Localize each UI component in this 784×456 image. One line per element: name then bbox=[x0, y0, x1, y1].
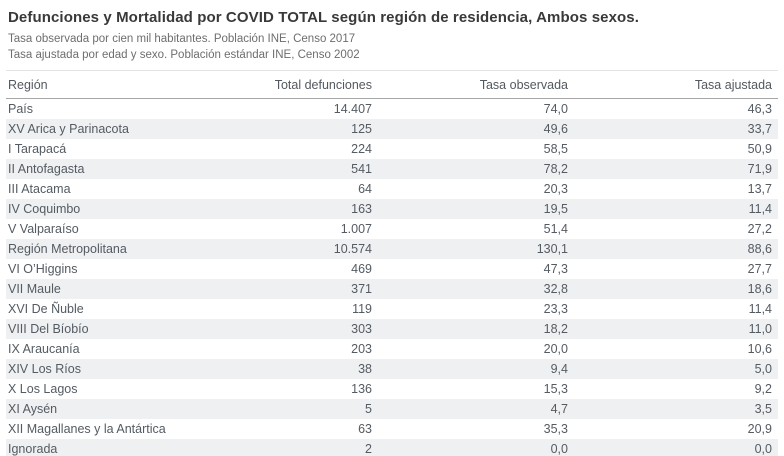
table-row bbox=[6, 239, 778, 259]
adjusted-rate-cell: 20,9 bbox=[747, 422, 772, 436]
total-deaths-cell: 64 bbox=[358, 182, 372, 196]
observed-rate-cell: 51,4 bbox=[543, 222, 568, 236]
observed-rate-cell: 20,0 bbox=[543, 342, 568, 356]
region-cell: Ignorada bbox=[8, 442, 58, 456]
observed-rate-cell: 130,1 bbox=[536, 242, 568, 256]
observed-rate-cell: 20,3 bbox=[543, 182, 568, 196]
adjusted-rate-cell: 27,7 bbox=[747, 262, 772, 276]
total-deaths-cell: 2 bbox=[365, 442, 372, 456]
table-row bbox=[6, 159, 778, 179]
table-row bbox=[6, 139, 778, 159]
total-deaths-cell: 371 bbox=[351, 282, 372, 296]
region-cell: XI Aysén bbox=[8, 402, 58, 416]
region-cell: XII Magallanes y la Antártica bbox=[8, 422, 166, 436]
table-row bbox=[6, 119, 778, 139]
adjusted-rate-cell: 50,9 bbox=[747, 142, 772, 156]
total-deaths-cell: 136 bbox=[351, 382, 372, 396]
total-deaths-cell: 10.574 bbox=[333, 242, 372, 256]
total-deaths-cell: 163 bbox=[351, 202, 372, 216]
total-deaths-cell: 224 bbox=[351, 142, 372, 156]
table-row bbox=[6, 339, 778, 359]
region-cell: X Los Lagos bbox=[8, 382, 78, 396]
observed-rate-cell: 78,2 bbox=[543, 162, 568, 176]
observed-rate-cell: 19,5 bbox=[543, 202, 568, 216]
total-deaths-cell: 1.007 bbox=[340, 222, 372, 236]
adjusted-rate-cell: 5,0 bbox=[754, 362, 772, 376]
region-cell: IV Coquimbo bbox=[8, 202, 81, 216]
table-row bbox=[6, 439, 778, 456]
region-cell: IX Araucanía bbox=[8, 342, 80, 356]
total-deaths-cell: 125 bbox=[351, 122, 372, 136]
adjusted-rate-cell: 11,4 bbox=[748, 302, 772, 316]
mortality-table bbox=[6, 70, 778, 456]
observed-rate-cell: 15,3 bbox=[543, 382, 568, 396]
region-cell: VII Maule bbox=[8, 282, 61, 296]
region-cell: VI O’Higgins bbox=[8, 262, 78, 276]
region-cell: País bbox=[8, 102, 34, 116]
total-deaths-cell: 14.407 bbox=[333, 102, 372, 116]
report-subtitle-adjusted-rate: Tasa ajustada por edad y sexo. Población estándar INE, Censo 2002 bbox=[8, 49, 360, 61]
total-deaths-cell: 119 bbox=[352, 302, 372, 316]
report-subtitle-observed-rate: Tasa observada por cien mil habitantes. Población INE, Censo 2017 bbox=[8, 33, 356, 45]
table-row bbox=[6, 379, 778, 399]
observed-rate-cell: 35,3 bbox=[543, 422, 568, 436]
observed-rate-cell: 23,3 bbox=[543, 302, 568, 316]
observed-rate-cell: 0,0 bbox=[550, 442, 568, 456]
total-deaths-cell: 63 bbox=[358, 422, 372, 436]
adjusted-rate-cell: 33,7 bbox=[747, 122, 772, 136]
adjusted-rate-cell: 11,4 bbox=[748, 202, 772, 216]
table-row bbox=[6, 399, 778, 419]
table-row bbox=[6, 259, 778, 279]
adjusted-rate-cell: 71,9 bbox=[747, 162, 772, 176]
report-title: Defunciones y Mortalidad por COVID TOTAL según región de residencia, Ambos sexos. bbox=[8, 9, 640, 26]
table-row bbox=[6, 179, 778, 199]
region-cell: Región Metropolitana bbox=[8, 242, 127, 256]
adjusted-rate-cell: 11,0 bbox=[748, 322, 772, 336]
region-cell: V Valparaíso bbox=[8, 222, 79, 236]
observed-rate-cell: 58,5 bbox=[543, 142, 568, 156]
table-row bbox=[6, 219, 778, 239]
table-header-row bbox=[6, 71, 778, 99]
adjusted-rate-cell: 46,3 bbox=[747, 102, 772, 116]
total-deaths-cell: 5 bbox=[365, 402, 372, 416]
adjusted-rate-cell: 9,2 bbox=[754, 382, 772, 396]
total-deaths-cell: 203 bbox=[351, 342, 372, 356]
region-cell: I Tarapacá bbox=[8, 142, 67, 156]
observed-rate-cell: 32,8 bbox=[543, 282, 568, 296]
region-cell: VIII Del Bíobío bbox=[8, 322, 89, 336]
adjusted-rate-cell: 27,2 bbox=[747, 222, 772, 236]
observed-rate-cell: 18,2 bbox=[543, 322, 568, 336]
column-header-region: Región bbox=[6, 71, 182, 99]
table-row bbox=[6, 199, 778, 219]
table-row bbox=[6, 319, 778, 339]
table-row bbox=[6, 299, 778, 319]
adjusted-rate-cell: 0,0 bbox=[754, 442, 772, 456]
column-header-adjusted-rate: Tasa ajustada bbox=[574, 71, 778, 99]
region-cell: II Antofagasta bbox=[8, 162, 85, 176]
observed-rate-cell: 4,7 bbox=[550, 402, 568, 416]
column-header-total-deaths: Total defunciones bbox=[182, 71, 378, 99]
table-body bbox=[6, 99, 778, 456]
total-deaths-cell: 541 bbox=[351, 162, 372, 176]
total-deaths-cell: 303 bbox=[351, 322, 372, 336]
table-row bbox=[6, 359, 778, 379]
table-row bbox=[6, 279, 778, 299]
observed-rate-cell: 9,4 bbox=[550, 362, 568, 376]
adjusted-rate-cell: 10,6 bbox=[747, 342, 772, 356]
column-header-observed-rate: Tasa observada bbox=[378, 71, 574, 99]
observed-rate-cell: 49,6 bbox=[543, 122, 568, 136]
region-cell: III Atacama bbox=[8, 182, 71, 196]
region-cell: XIV Los Ríos bbox=[8, 362, 81, 376]
observed-rate-cell: 47,3 bbox=[543, 262, 568, 276]
observed-rate-cell: 74,0 bbox=[543, 102, 568, 116]
adjusted-rate-cell: 13,7 bbox=[747, 182, 772, 196]
table-row bbox=[6, 99, 778, 120]
total-deaths-cell: 38 bbox=[358, 362, 372, 376]
region-cell: XV Arica y Parinacota bbox=[8, 122, 129, 136]
adjusted-rate-cell: 18,6 bbox=[747, 282, 772, 296]
region-cell: XVI De Ñuble bbox=[8, 302, 84, 316]
total-deaths-cell: 469 bbox=[351, 262, 372, 276]
table-row bbox=[6, 419, 778, 439]
adjusted-rate-cell: 3,5 bbox=[754, 402, 772, 416]
adjusted-rate-cell: 88,6 bbox=[747, 242, 772, 256]
